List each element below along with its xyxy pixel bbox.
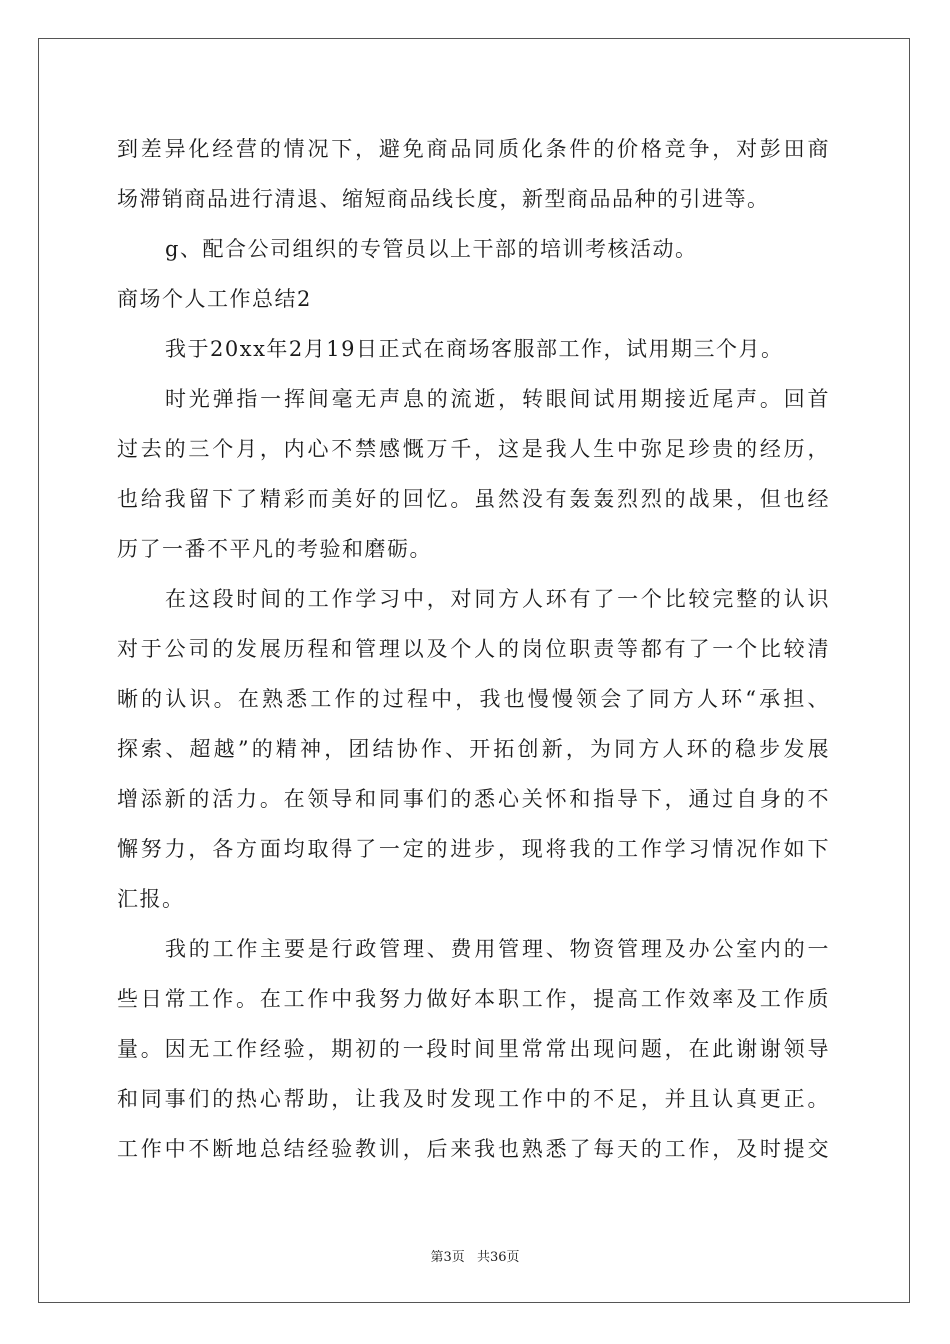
paragraph-line: 和同事们的热心帮助，让我及时发现工作中的不足，并且认真更正。 xyxy=(117,1087,830,1111)
paragraph-line: 量。因无工作经验，期初的一段时间里常常出现问题，在此谢谢领导 xyxy=(117,1037,830,1061)
page-number: 第3页 xyxy=(430,1250,465,1265)
page-footer xyxy=(0,1246,950,1265)
total-pages: 共36页 xyxy=(476,1250,520,1265)
paragraph-line: 工作中不断地总结经验教训，后来我也熟悉了每天的工作，及时提交 xyxy=(117,1137,830,1161)
paragraph-line: 增添新的活力。在领导和同事们的悉心关怀和指导下，通过自身的不 xyxy=(117,787,830,811)
paragraph-line: 晰的认识。在熟悉工作的过程中，我也慢慢领会了同方人环“承担、 xyxy=(117,687,830,711)
paragraph-line: 我于20xx年2月19日正式在商场客服部工作，试用期三个月。 xyxy=(165,337,784,361)
paragraph-line: 在这段时间的工作学习中，对同方人环有了一个比较完整的认识 xyxy=(165,587,830,611)
document-body xyxy=(117,124,830,1174)
paragraph-line: 时光弹指一挥间毫无声息的流逝，转眼间试用期接近尾声。回首 xyxy=(165,387,830,411)
paragraph-line: 场滞销商品进行清退、缩短商品线长度，新型商品品种的引进等。 xyxy=(117,187,770,211)
paragraph-line: 到差异化经营的情况下，避免商品同质化条件的价格竞争，对彭田商 xyxy=(117,137,830,161)
paragraph-line: 我的工作主要是行政管理、费用管理、物资管理及办公室内的一 xyxy=(165,937,830,961)
paragraph-line: 些日常工作。在工作中我努力做好本职工作，提高工作效率及工作质 xyxy=(117,987,830,1011)
paragraph-line: g、配合公司组织的专管员以上干部的培训考核活动。 xyxy=(165,237,698,261)
paragraph-line: 历了一番不平凡的考验和磨砺。 xyxy=(117,537,432,561)
paragraph-line: 过去的三个月，内心不禁感慨万千，这是我人生中弥足珍贵的经历， xyxy=(117,437,830,461)
paragraph-line: 探索、超越”的精神，团结协作、开拓创新，为同方人环的稳步发展 xyxy=(117,737,830,761)
paragraph-line: 懈努力，各方面均取得了一定的进步，现将我的工作学习情况作如下 xyxy=(117,837,830,861)
paragraph-line: 汇报。 xyxy=(117,887,185,911)
paragraph-line: 也给我留下了精彩而美好的回忆。虽然没有轰轰烈烈的战果，但也经 xyxy=(117,487,830,511)
paragraph-line: 对于公司的发展历程和管理以及个人的岗位职责等都有了一个比较清 xyxy=(117,637,830,661)
paragraph-line: 商场个人工作总结2 xyxy=(117,287,312,311)
